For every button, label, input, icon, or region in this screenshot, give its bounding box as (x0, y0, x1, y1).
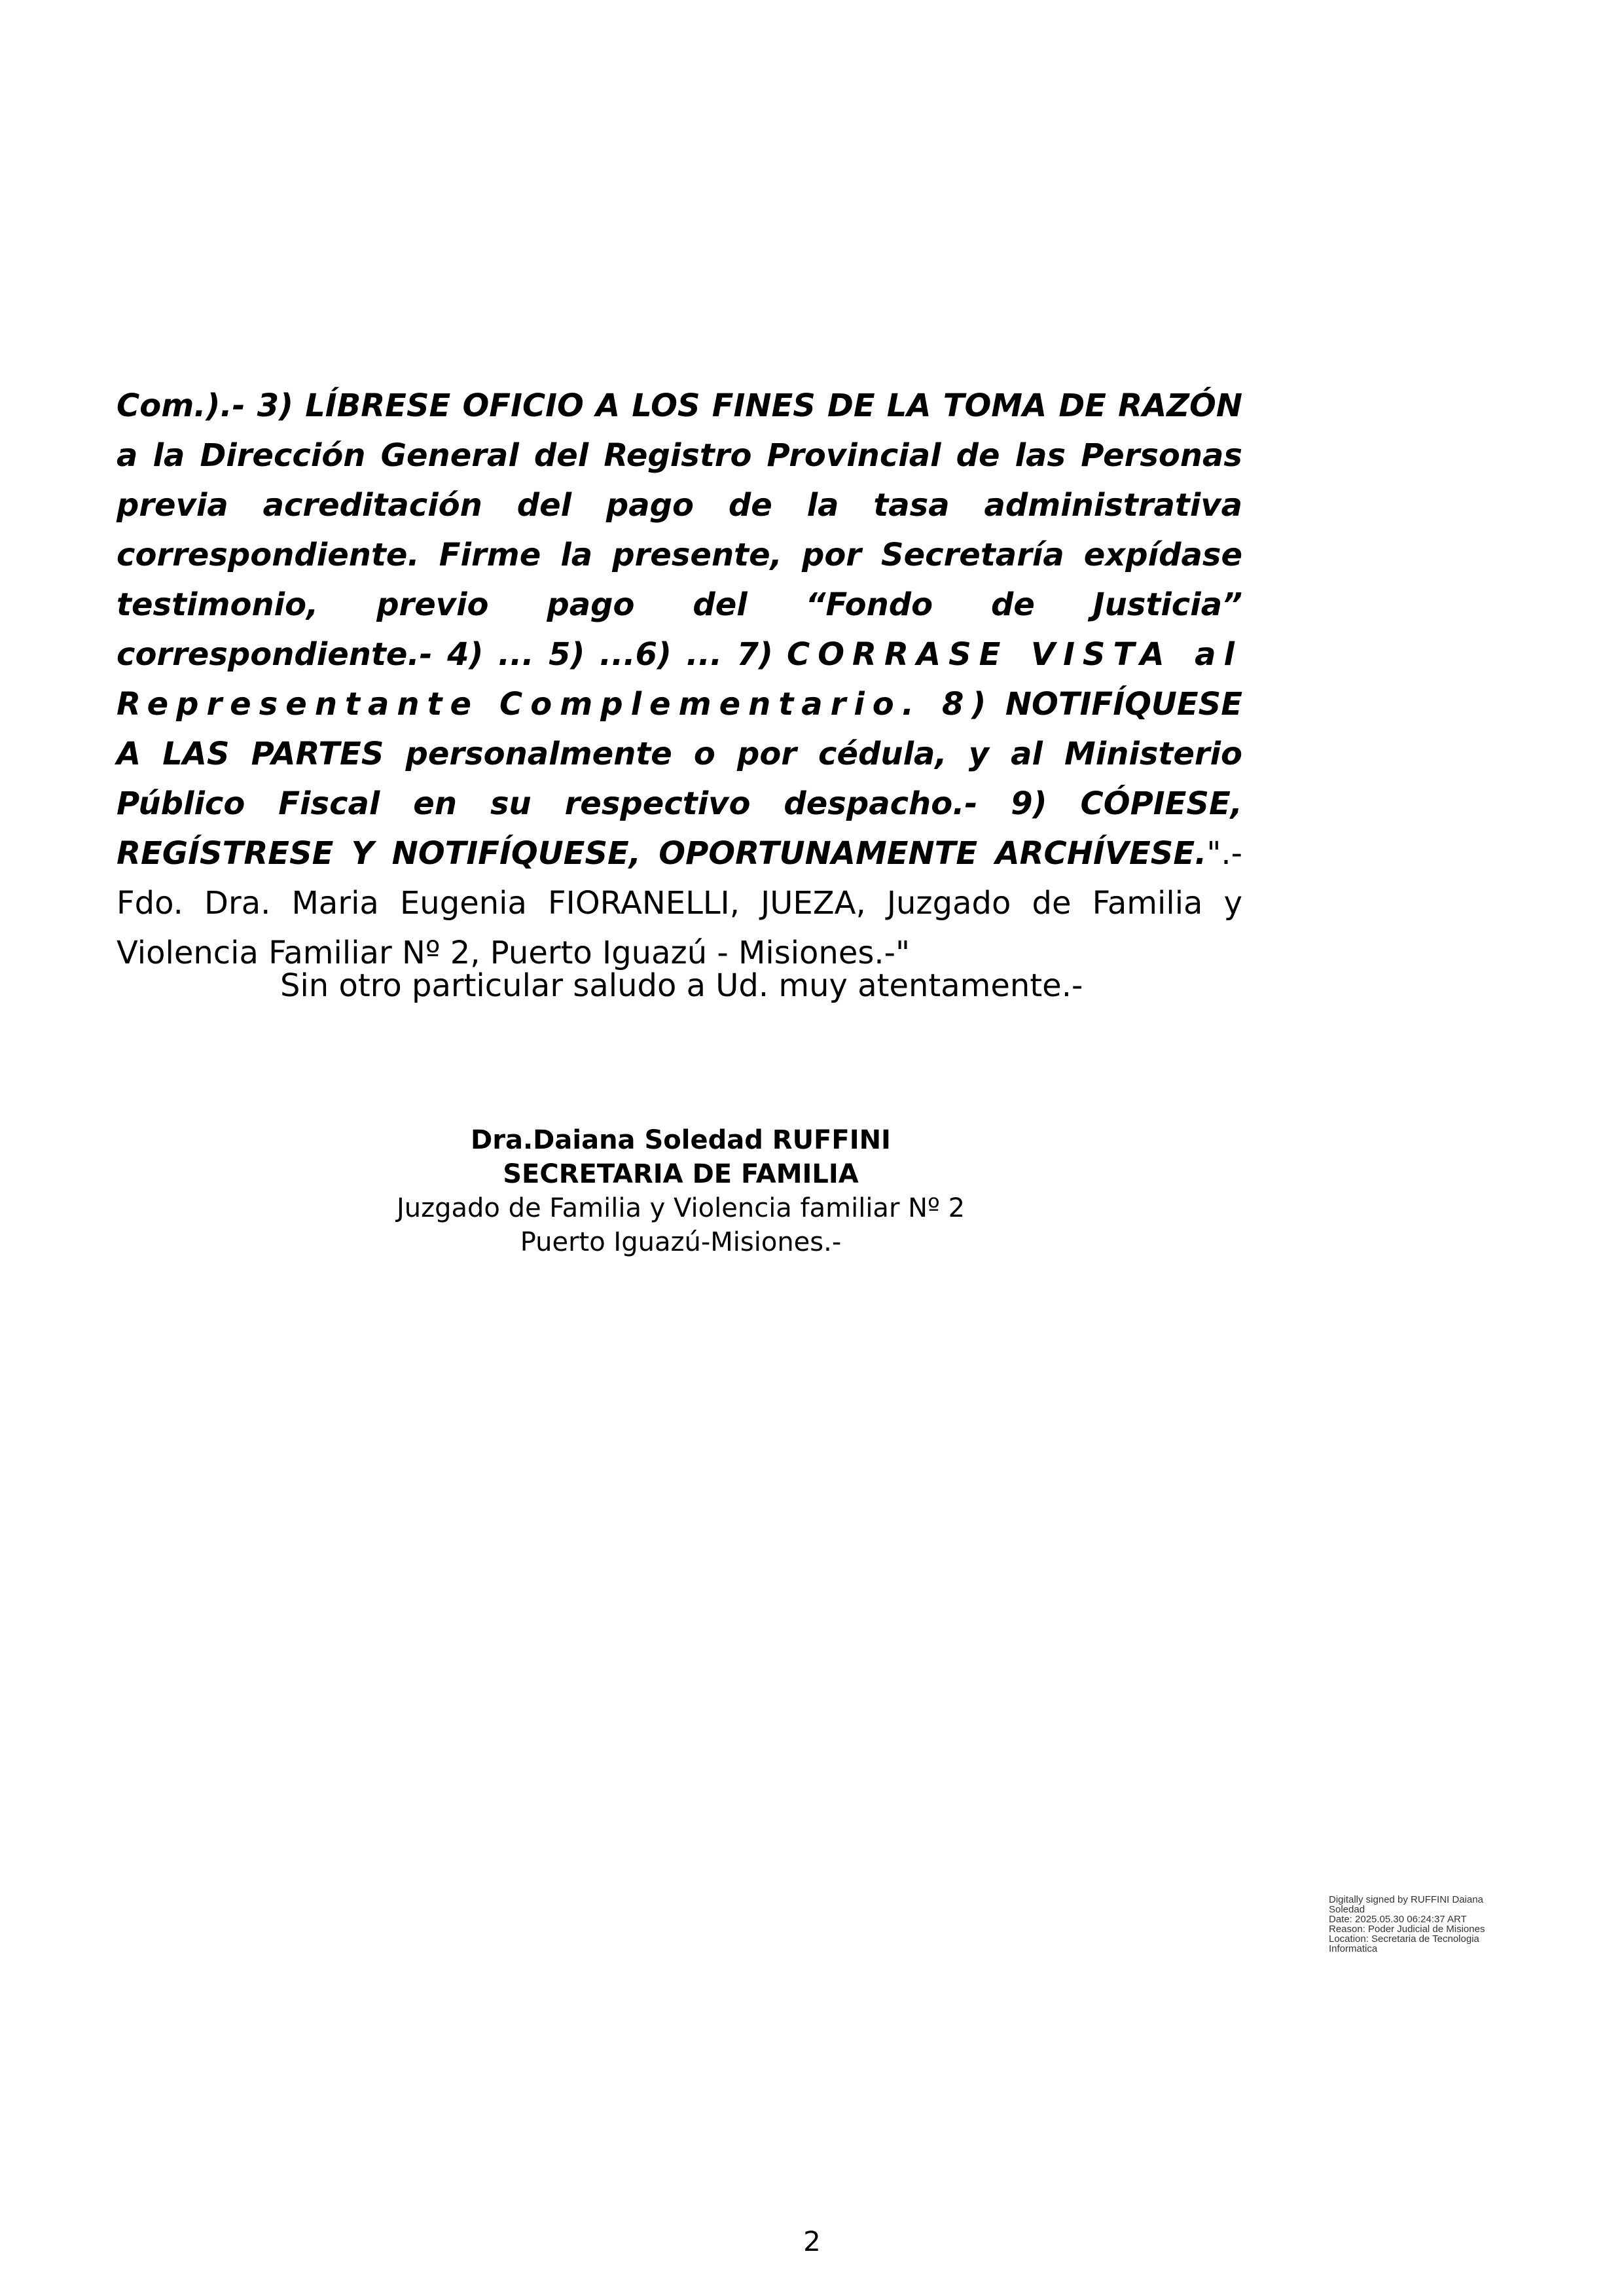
resolution-bold-part-2: CORRASE VISTA al Representante Complementario. 8) (117, 636, 1242, 723)
signer-name: Dra.Daiana Soledad RUFFINI (471, 1125, 891, 1155)
resolution-text (117, 381, 1242, 978)
resolution-signature-note: Fdo. Dra. Maria Eugenia FIORANELLI, JUEZA, Juzgado de Familia y Violencia Familiar Nº 2, Puerto Iguazú - Misiones.-" (117, 885, 1242, 971)
signer-place: Puerto Iguazú-Misiones.- (520, 1227, 842, 1257)
digital-signature-signer: Digitally signed by RUFFINI Daiana Soledad (1329, 1894, 1483, 1915)
digital-signature-reason: Reason: Poder Judicial de Misiones (1329, 1924, 1485, 1935)
signer-court: Juzgado de Familia y Violencia familiar Nº 2 (396, 1193, 965, 1223)
closing-salutation: Sin otro particular saludo a Ud. muy atentamente.- (280, 967, 1083, 1004)
digital-signature-location: Location: Secretaria de Tecnologia Informatica (1329, 1933, 1479, 1954)
resolution-quote-close: ".- (1206, 835, 1242, 872)
signer-role: SECRETARIA DE FAMILIA (503, 1159, 859, 1189)
signature-block (327, 1123, 1034, 1259)
digital-signature-date: Date: 2025.05.30 06:24:37 ART (1329, 1914, 1467, 1925)
page-number: 2 (803, 2225, 821, 2257)
resolution-bold-part-3: NOTIFÍQUESE A LAS PARTES personalmente o por cédula, y al Ministerio Público Fiscal en su respectivo despacho.- 9) CÓPIESE, REGÍSTRESE Y NOTIFÍQUESE, OPORTUNAMENTE ARCHÍVESE. (117, 686, 1242, 872)
digital-signature-stamp (1329, 1895, 1512, 1954)
resolution-bold-part-1: Com.).- 3) LÍBRESE OFICIO A LOS FINES DE LA TOMA DE RAZÓN a la Dirección General del Registro Provincial de las Personas previa acreditación del pago de la tasa administrativa correspondiente. Firme la presente, por Secretaría expídase testimonio, previo pago del “Fondo de Justicia” correspondiente.- 4) ... 5) ...6) ... 7) (117, 387, 1242, 673)
